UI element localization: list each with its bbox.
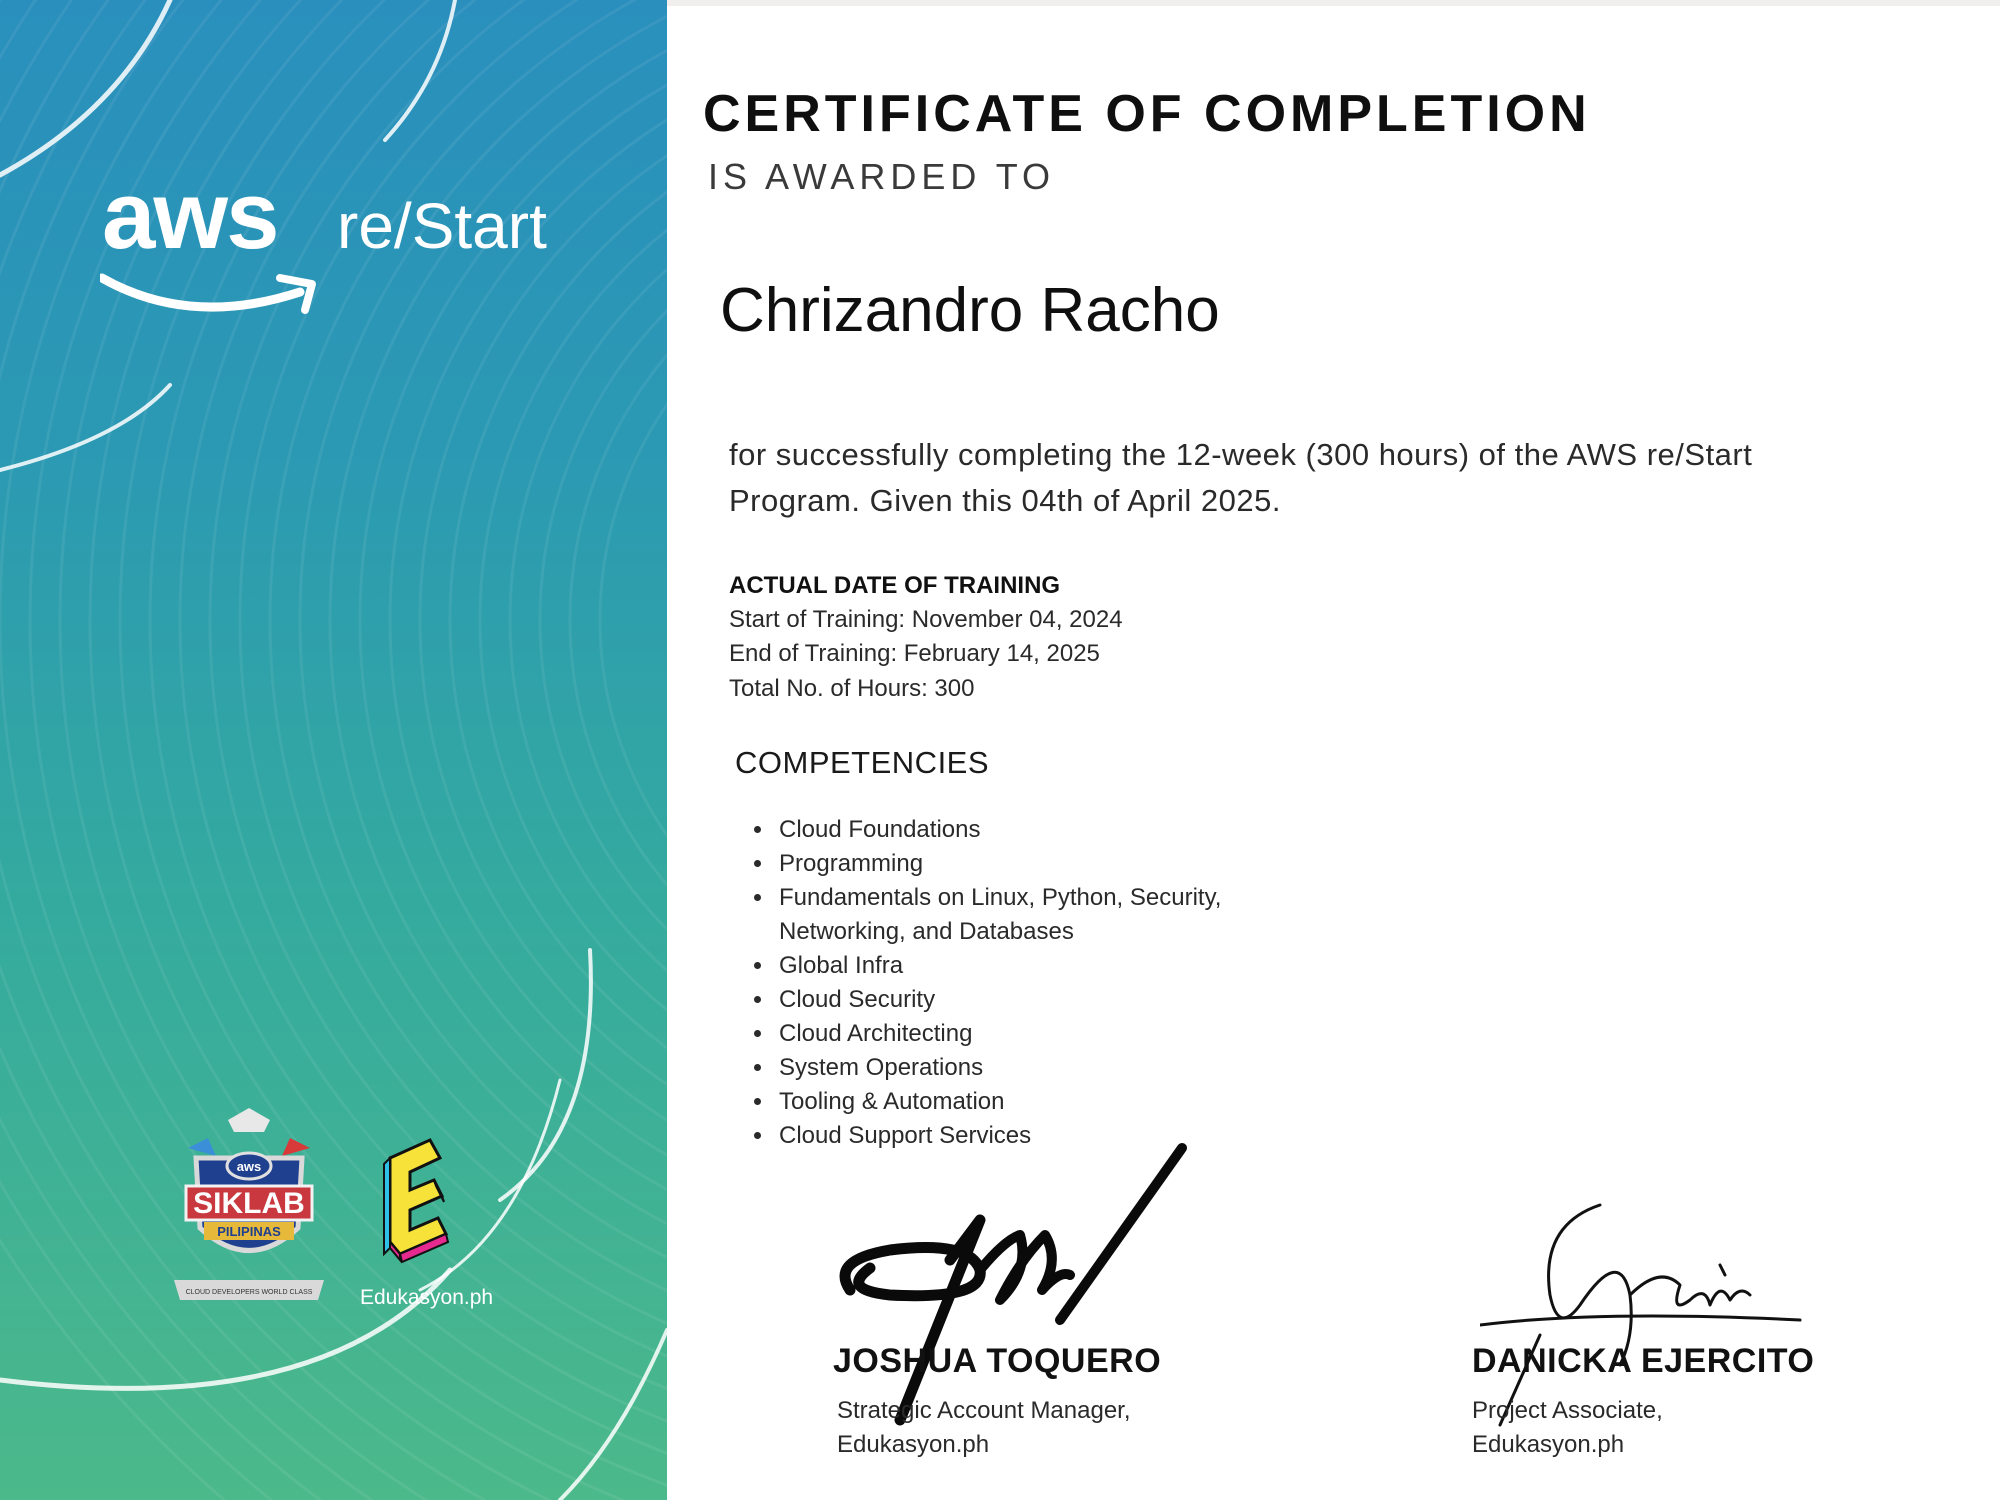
training-start-date: Start of Training: November 04, 2024: [729, 606, 1123, 633]
aws-smile-arrow: [102, 278, 300, 307]
certificate-description: for successfully completing the 12-week (300 hours) of the AWS re/Start Program. Given this 04th of April 2025.: [729, 437, 1753, 518]
svg-text:PILIPINAS: PILIPINAS: [217, 1224, 281, 1239]
competency-item: • Cloud Security: [775, 983, 1235, 1017]
certificate-title: CERTIFICATE OF COMPLETION: [703, 85, 1591, 143]
certificate-subtitle: IS AWARDED TO: [708, 156, 1056, 197]
recipient-name: Chrizandro Racho: [720, 276, 1220, 345]
signatory-organization: Edukasyon.ph: [837, 1431, 990, 1458]
signatory-organization: Edukasyon.ph: [1472, 1431, 1625, 1458]
competencies-heading: COMPETENCIES: [735, 745, 990, 780]
signatory-role: Project Associate,: [1472, 1397, 1663, 1424]
competency-list: [745, 813, 1235, 1153]
top-border-strip: [667, 0, 2000, 6]
training-dates-heading: ACTUAL DATE OF TRAINING: [729, 572, 1061, 599]
restart-wordmark: re/Start: [337, 190, 547, 262]
edukasyon-label: Edukasyon.ph: [360, 1286, 494, 1309]
competency-item: • Global Infra: [775, 949, 1235, 983]
aws-wordmark: aws: [102, 162, 278, 269]
competency-item: • Cloud Foundations: [775, 813, 1235, 847]
siklab-pilipinas-logo: [168, 1108, 330, 1308]
competency-item: • Programming: [775, 847, 1235, 881]
svg-text:SIKLAB: SIKLAB: [193, 1187, 305, 1220]
svg-text:CLOUD DEVELOPERS WORLD CLASS: CLOUD DEVELOPERS WORLD CLASS: [185, 1289, 313, 1296]
svg-text:aws: aws: [236, 1159, 262, 1174]
left-decorative-panel: [0, 0, 667, 1500]
competency-item: • Fundamentals on Linux, Python, Security, Networking, and Databases: [775, 881, 1235, 949]
aws-restart-logo: [100, 160, 580, 330]
training-end-date: End of Training: February 14, 2025: [729, 640, 1100, 667]
signatory-name: DANICKA EJERCITO: [1472, 1342, 1815, 1380]
signatory-role: Strategic Account Manager,: [837, 1397, 1131, 1424]
training-total-hours: Total No. of Hours: 300: [729, 675, 975, 702]
competency-item: • Cloud Support Services: [775, 1119, 1235, 1153]
signatory-name: JOSHUA TOQUERO: [833, 1342, 1162, 1380]
competency-item: • Tooling & Automation: [775, 1085, 1235, 1119]
competency-item: • Cloud Architecting: [775, 1017, 1235, 1051]
competency-item: • System Operations: [775, 1051, 1235, 1085]
